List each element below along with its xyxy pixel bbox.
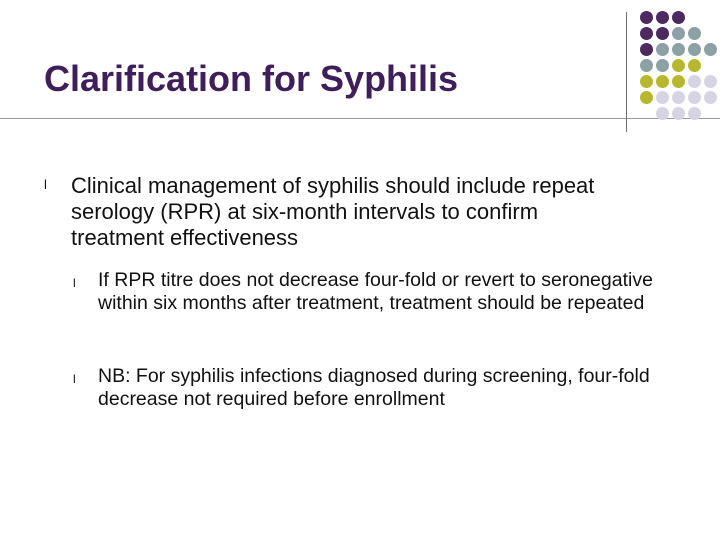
decorative-dot — [704, 75, 717, 88]
decorative-dot — [656, 59, 669, 72]
decorative-dot — [672, 91, 685, 104]
sub-bullet-icon: l — [73, 276, 76, 290]
decorative-dot — [688, 43, 701, 56]
sub-bullet-icon: l — [73, 372, 76, 386]
decorative-dot — [704, 43, 717, 56]
decorative-dot — [688, 59, 701, 72]
decorative-dot — [704, 91, 717, 104]
title-divider-line — [0, 118, 720, 119]
decorative-dot — [640, 59, 653, 72]
decorative-dot — [672, 107, 685, 120]
decorative-dot — [672, 75, 685, 88]
decorative-dot — [688, 107, 701, 120]
decorative-dot — [688, 75, 701, 88]
slide-title: Clarification for Syphilis — [44, 58, 459, 99]
decorative-dot — [672, 59, 685, 72]
decorative-dot — [656, 91, 669, 104]
decorative-dot — [656, 75, 669, 88]
decorative-dot — [672, 11, 685, 24]
decorative-dot — [688, 27, 701, 40]
vertical-divider-line — [626, 12, 627, 132]
main-bullet-icon: l — [44, 177, 47, 192]
decorative-dot — [656, 107, 669, 120]
decorative-dot — [672, 43, 685, 56]
decorative-dot — [640, 91, 653, 104]
decorative-dot — [640, 27, 653, 40]
decorative-dot — [656, 11, 669, 24]
sub-point-text: If RPR titre does not decrease four-fold or revert to seronegative within six months after treatment, treatment should be repeated — [98, 269, 653, 314]
decorative-dot — [688, 91, 701, 104]
decorative-dot — [656, 43, 669, 56]
decorative-dot — [656, 27, 669, 40]
decorative-dot — [672, 27, 685, 40]
decorative-dot — [640, 43, 653, 56]
decorative-dot — [640, 75, 653, 88]
sub-point-text: NB: For syphilis infections diagnosed during screening, four-fold decrease not required before enrollment — [98, 365, 650, 410]
decorative-dot — [640, 11, 653, 24]
main-point-text: Clinical management of syphilis should include repeat serology (RPR) at six-month intervals to confirm treatment effectiveness — [71, 173, 595, 250]
